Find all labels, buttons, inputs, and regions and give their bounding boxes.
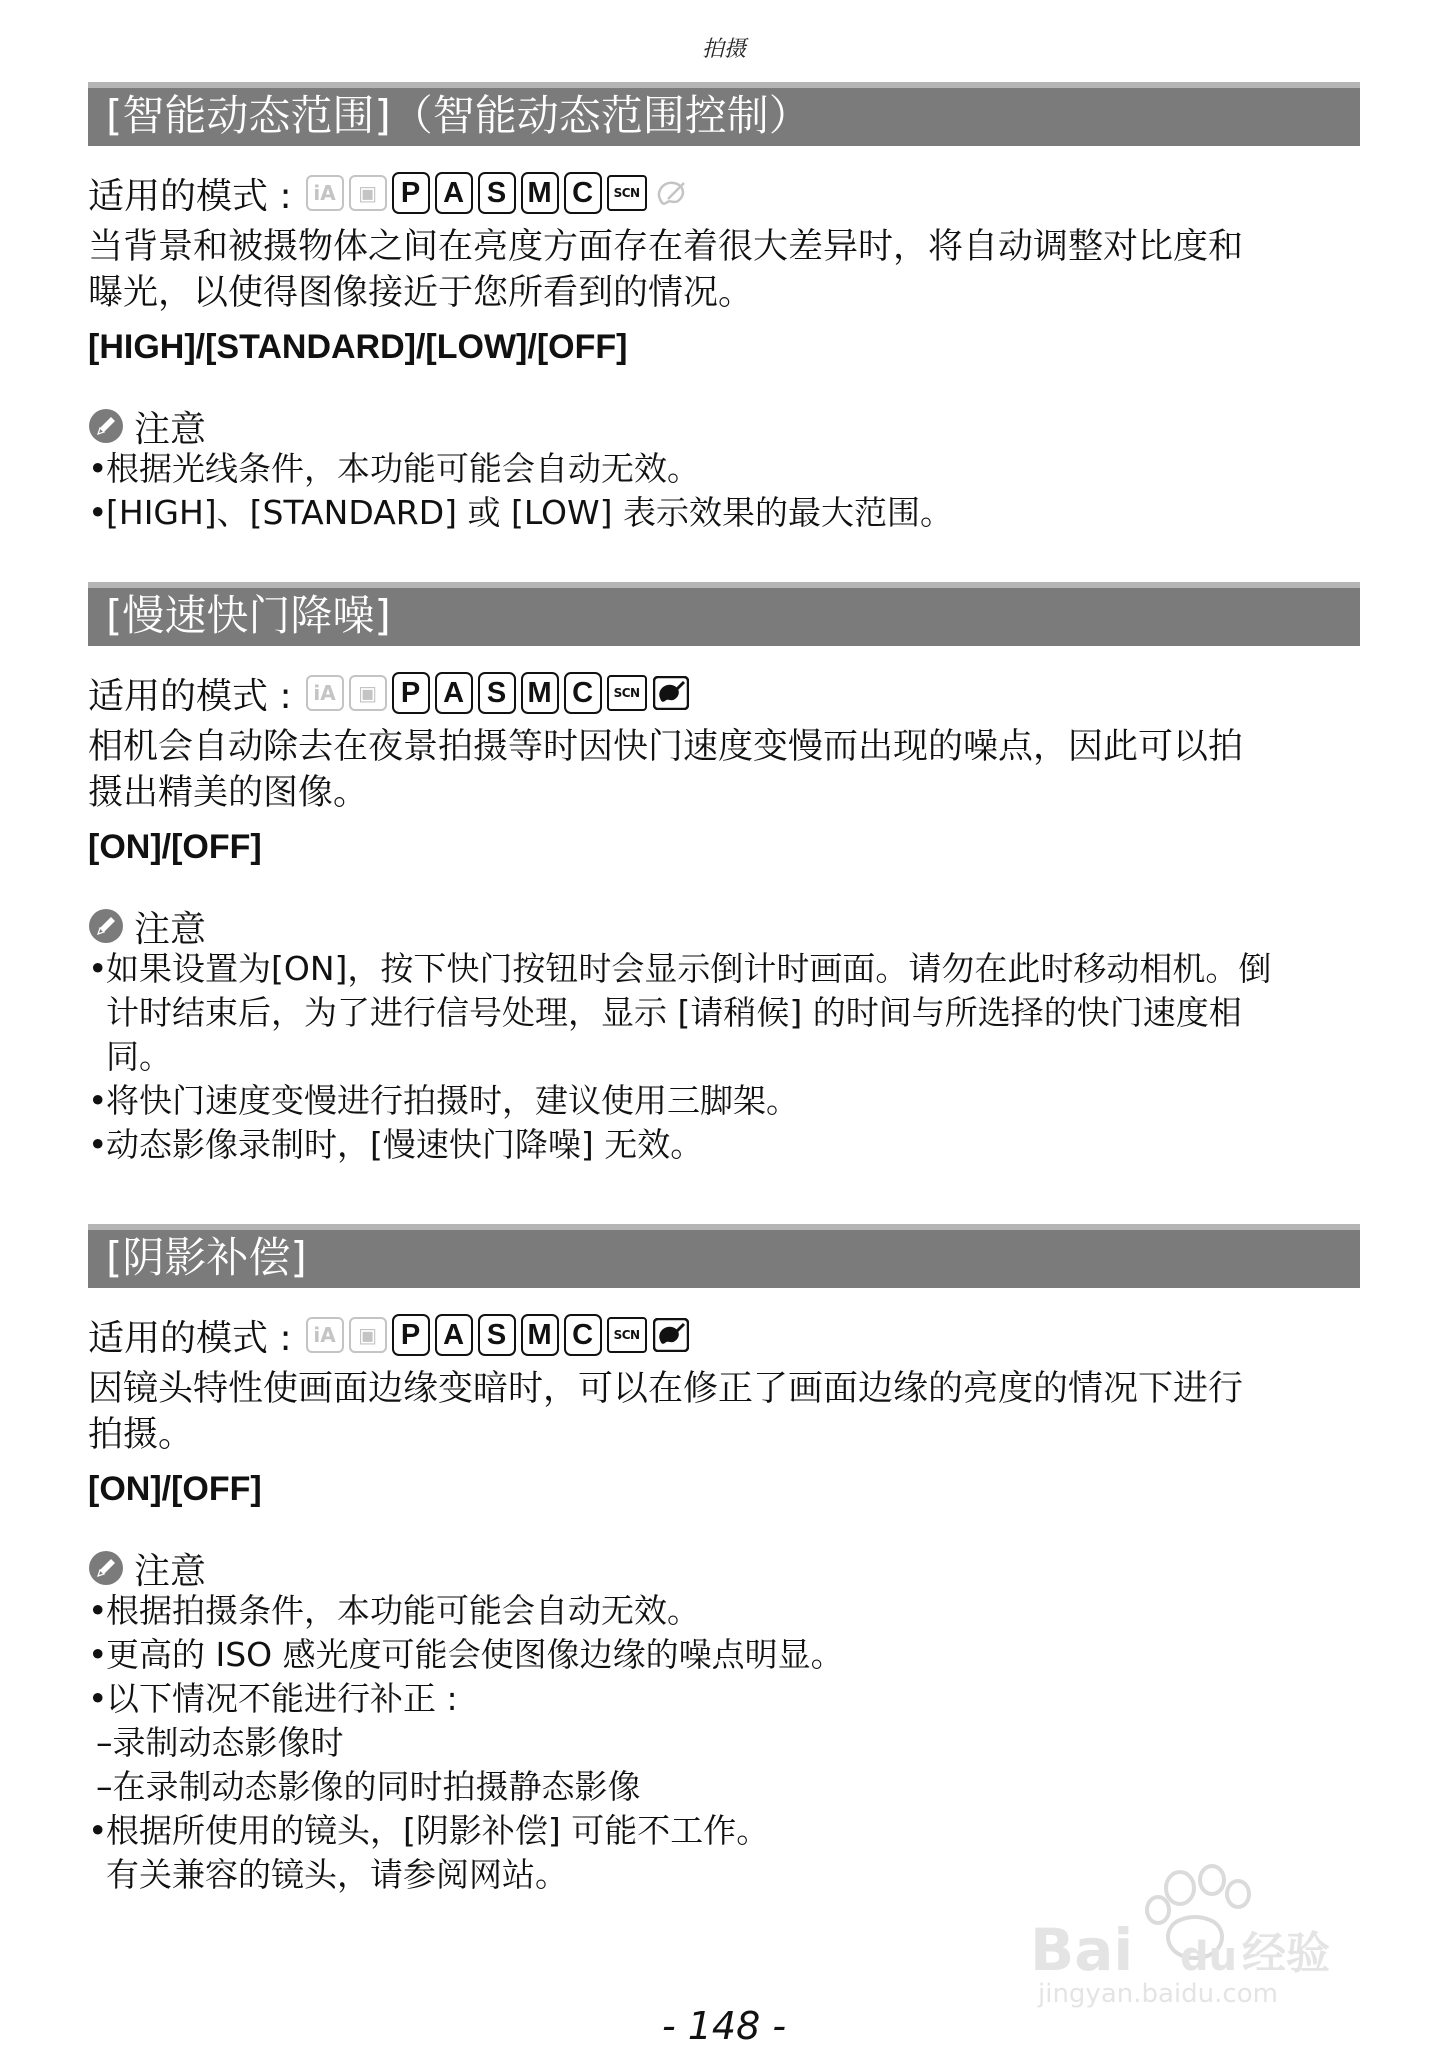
note-item: • 如果设置为[ON]，按下快门按钮时会显示倒计时画面。请勿在此时移动相机。倒	[88, 947, 1360, 991]
section-slow-shutter-nr	[88, 582, 1360, 1167]
mode-a-icon: A	[435, 672, 473, 714]
note-subitem: –录制动态影像时	[96, 1723, 344, 1762]
mode-icons	[306, 172, 690, 214]
note-item-continued: 同。	[106, 1037, 172, 1076]
section-title: [阴影补偿]	[88, 1224, 1360, 1288]
intelligent-auto-plus-icon: ▣	[349, 1317, 387, 1353]
description-line: 拍摄。	[88, 1415, 194, 1455]
intelligent-auto-plus-icon: ▣	[349, 175, 387, 211]
applicable-modes	[88, 168, 1360, 218]
modes-label: 适用的模式 :	[88, 675, 292, 717]
mode-m-icon: M	[521, 1314, 559, 1356]
mode-s-icon: S	[478, 172, 516, 214]
description-line: 摄出精美的图像。	[88, 773, 369, 813]
creative-control-icon	[652, 675, 690, 711]
note-title: 注意	[134, 1550, 207, 1592]
description-line: 曝光，以使得图像接近于您所看到的情况。	[88, 273, 754, 313]
intelligent-auto-icon: iA	[306, 675, 344, 711]
mode-a-icon: A	[435, 1314, 473, 1356]
mode-icons	[306, 672, 690, 714]
note-subitem: –在录制动态影像的同时拍摄静态影像	[96, 1767, 641, 1806]
mode-s-icon: S	[478, 1314, 516, 1356]
mode-p-icon: P	[392, 672, 430, 714]
intelligent-auto-icon: iA	[306, 1317, 344, 1353]
description-line: 当背景和被摄物体之间在亮度方面存在着很大差异时，将自动调整对比度和	[88, 227, 1244, 267]
baidu-jingyan-watermark	[1030, 1850, 1360, 2010]
mode-c-icon: C	[564, 172, 602, 214]
mode-c-icon: C	[564, 1314, 602, 1356]
mode-p-icon: P	[392, 172, 430, 214]
scene-mode-icon: SCN	[607, 175, 647, 211]
mode-icons	[306, 1314, 690, 1356]
note-item: • 将快门速度变慢进行拍摄时，建议使用三脚架。	[88, 1079, 1360, 1123]
section-description	[88, 724, 1360, 816]
option-list: [HIGH]/[STANDARD]/[LOW]/[OFF]	[88, 328, 628, 366]
section-title: [慢速快门降噪]	[88, 582, 1360, 646]
page-number: - 148 -	[661, 2004, 787, 2048]
scene-mode-icon: SCN	[607, 675, 647, 711]
pencil-note-icon	[88, 1550, 124, 1586]
description-line: 因镜头特性使画面边缘变暗时，可以在修正了画面边缘的亮度的情况下进行	[88, 1369, 1244, 1409]
note-item: • 更高的 ISO 感光度可能会使图像边缘的噪点明显。	[88, 1633, 1360, 1677]
creative-control-icon	[652, 1317, 690, 1353]
intelligent-auto-plus-icon: ▣	[349, 675, 387, 711]
creative-control-icon-faded	[652, 175, 690, 211]
note-item-continued: 计时结束后，为了进行信号处理，显示 [请稍候] 的时间与所选择的快门速度相	[106, 993, 1242, 1032]
note-title: 注意	[134, 408, 207, 450]
note-item: • 根据所使用的镜头，[阴影补偿] 可能不工作。	[88, 1809, 1360, 1853]
note-item: • 根据光线条件，本功能可能会自动无效。	[88, 447, 1360, 491]
intelligent-auto-icon: iA	[306, 175, 344, 211]
scene-mode-icon: SCN	[607, 1317, 647, 1353]
modes-label: 适用的模式 :	[88, 175, 292, 217]
note-heading	[88, 905, 1360, 950]
description-line: 相机会自动除去在夜景拍摄等时因快门速度变慢而出现的噪点，因此可以拍	[88, 727, 1244, 767]
note-item: • 以下情况不能进行补正 :	[88, 1677, 1360, 1721]
note-item: • [HIGH]、[STANDARD] 或 [LOW] 表示效果的最大范围。	[88, 491, 1360, 535]
svg-text:du: du	[1180, 1934, 1238, 1980]
section-shading-compensation	[88, 1224, 1360, 1897]
modes-label: 适用的模式 :	[88, 1317, 292, 1359]
mode-p-icon: P	[392, 1314, 430, 1356]
note-item: • 根据拍摄条件，本功能可能会自动无效。	[88, 1589, 1360, 1633]
pencil-note-icon	[88, 908, 124, 944]
svg-text:Bai: Bai	[1030, 1916, 1134, 1984]
applicable-modes	[88, 668, 1360, 718]
section-dynamic-range	[88, 82, 1360, 535]
option-list: [ON]/[OFF]	[88, 828, 262, 866]
mode-m-icon: M	[521, 172, 559, 214]
note-title: 注意	[134, 908, 207, 950]
note-item: • 动态影像录制时，[慢速快门降噪] 无效。	[88, 1123, 1360, 1167]
mode-a-icon: A	[435, 172, 473, 214]
mode-m-icon: M	[521, 672, 559, 714]
mode-s-icon: S	[478, 672, 516, 714]
page-header: 拍摄	[701, 37, 746, 62]
mode-c-icon: C	[564, 672, 602, 714]
option-list: [ON]/[OFF]	[88, 1470, 262, 1508]
note-heading	[88, 1547, 1360, 1592]
section-description	[88, 1366, 1360, 1458]
note-item-continued: 有关兼容的镜头，请参阅网站。	[106, 1855, 568, 1894]
svg-text:经验: 经验	[1242, 1928, 1330, 1979]
pencil-note-icon	[88, 408, 124, 444]
svg-text:jingyan.baidu.com: jingyan.baidu.com	[1038, 1979, 1278, 2009]
note-heading	[88, 405, 1360, 450]
section-title: [智能动态范围]（智能动态范围控制）	[88, 82, 1360, 146]
applicable-modes	[88, 1310, 1360, 1360]
section-description	[88, 224, 1360, 316]
